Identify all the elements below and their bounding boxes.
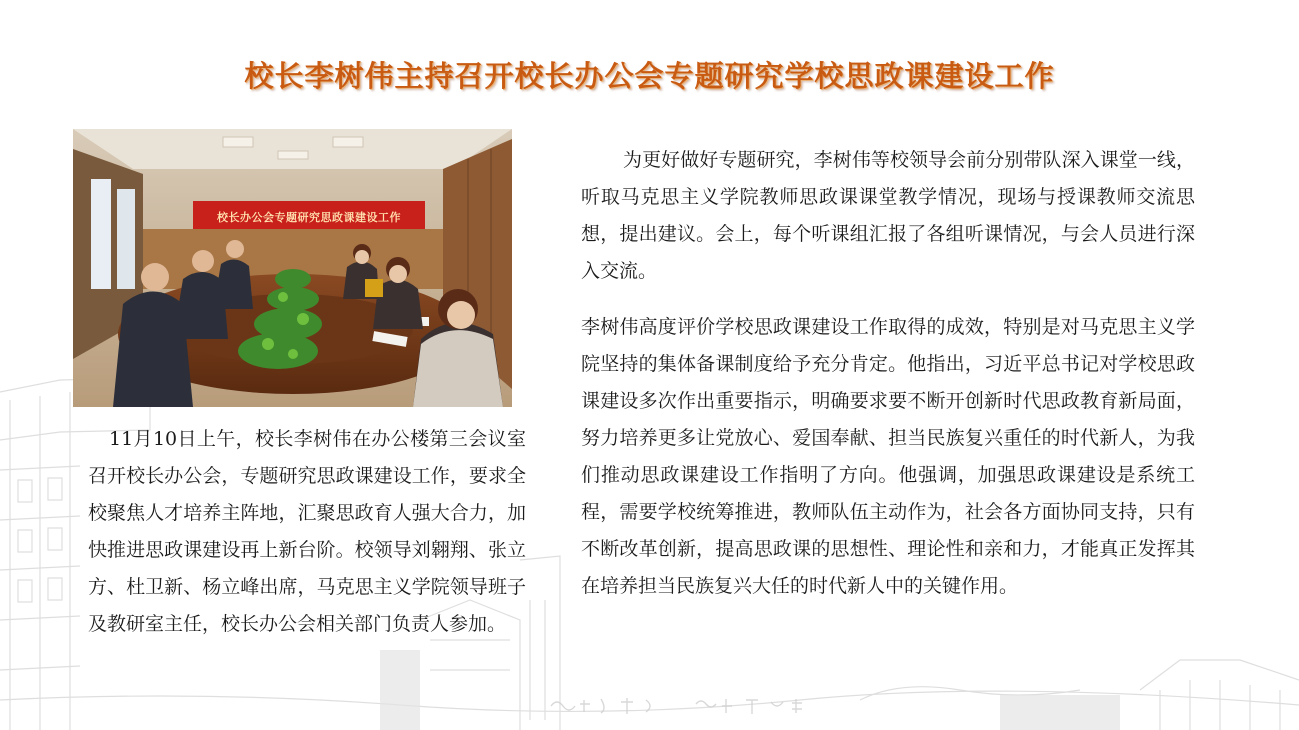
banner-text: 校长办公会专题研究思政课建设工作 xyxy=(217,211,401,224)
calligraphy-decoration xyxy=(546,694,846,718)
research-paragraph: 为更好做好专题研究，李树伟等校领导会前分别带队深入课堂一线，听取马克思主义学院教师思政课课堂教学情况，现场与授课教师交流思想，提出建议。会上，每个听课组汇报了各组听课情况，与会人员进行深入交流。 xyxy=(581,149,1195,282)
intro-paragraph: 11月10日上午，校长李树伟在办公楼第三会议室召开校长办公会，专题研究思政课建设工作，要求全校聚焦人才培养主阵地，汇聚思政育人强大合力，加快推进思政课建设再上新台阶。校领导刘翱翔、张立方、杜卫新、杨立峰出席，马克思主义学院领导班子及教研室主任，校长办公会相关部门负责人参加。 xyxy=(88,428,526,635)
page-title: 校长李树伟主持召开校长办公会专题研究学校思政课建设工作 xyxy=(244,59,1055,93)
meeting-photo xyxy=(73,129,512,407)
evaluation-paragraph: 李树伟高度评价学校思政课建设工作取得的成效，特别是对马克思主义学院坚持的集体备课制度给予充分肯定。他指出，习近平总书记对学校思政课建设多次作出重要指示，明确要求要不断开创新时代思政教育新局面，努力培养更多让党放心、爱国奉献、担当民族复兴重任的时代新人，为我们推动思政课建设工作指明了方向。他强调，加强思政课建设是系统工程，需要学校统筹推进，教师队伍主动作为，社会各方面协同支持，只有不断改革创新，提高思政课的思想性、理论性和亲和力，才能真正发挥其在培养担当民族复兴大任的时代新人中的关键作用。 xyxy=(581,316,1195,597)
